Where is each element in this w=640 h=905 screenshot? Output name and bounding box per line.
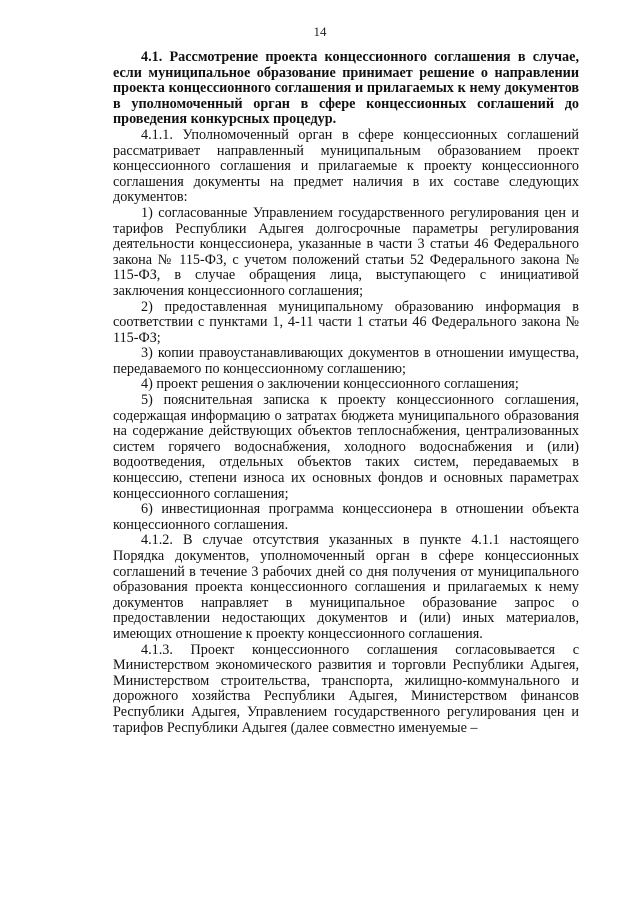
list-item-2: 2) предоставленная муниципальному образованию информация в соответствии с пунктами 1, 4-11 части 1 статьи 46 Федерального закона № 115-ФЗ;	[113, 298, 579, 346]
list-item-3: 3) копии правоустанавливающих документов в отношении имущества, передаваемого по концессионному соглашению;	[113, 345, 579, 377]
paragraph-4-1-3: 4.1.3. Проект концессионного соглашения согласовывается с Министерством экономического развития и торговли Республики Адыгея, Министерством строительства, транспорта, жилищно-коммунального и дорожного хозяйства Республики Адыгея, Министерством финансов Республики Адыгея, Управлением государственного регулирования цен и тарифов Республики Адыгея (далее совместно именуемые –	[113, 641, 579, 736]
paragraph-4-1-1: 4.1.1. Уполномоченный орган в сфере концессионных соглашений рассматривает направленный муниципальным образованием проект концессионного соглашения и прилагаемые к проекту концессионного соглашения документы на предмет наличия в их составе следующих документов:	[113, 126, 579, 206]
paragraph-4-1-2: 4.1.2. В случае отсутствия указанных в пункте 4.1.1 настоящего Порядка документов, уполномоченный орган в сфере концессионных соглашений в течение 3 рабочих дней со дня получения от муниципального образования проекта концессионного соглашения и прилагаемых к нему документов направляет в муниципальное образование запрос о предоставлении недостающих документов и (или) иных материалов, имеющих отношение к проекту концессионного соглашения.	[113, 532, 579, 642]
document-body	[113, 50, 579, 736]
list-item-5: 5) пояснительная записка к проекту концессионного соглашения, содержащая информацию о затратах бюджета муниципального образования на содержание действующих объектов теплоснабжения, централизованных систем горячего водоснабжения, холодного водоснабжения и (или) водоотведения, отдельных объектов таких систем, передаваемых в концессию, степени износа их основных фондов и основных параметрах концессионного соглашения;	[113, 392, 579, 502]
section-heading: 4.1. Рассмотрение проекта концессионного соглашения в случае, если муниципальное образование принимает решение о направлении проекта концессионного соглашения и прилагаемых к нему документов в уполномоченный орган в сфере концессионных соглашений до проведения конкурсных процедур.	[113, 49, 579, 128]
list-item-6: 6) инвестиционная программа концессионера в отношении объекта концессионного соглашения.	[113, 501, 579, 533]
list-item-4: 4) проект решения о заключении концессионного соглашения;	[141, 376, 519, 393]
list-item-1: 1) согласованные Управлением государственного регулирования цен и тарифов Республики Адыгея долгосрочные параметры регулирования деятельности концессионера, указанные в части 3 статьи 46 Федерального закона № 115-ФЗ, с учетом положений статьи 52 Федерального закона № 115-ФЗ, в случае обращения лица, выступающего с инициативой заключения концессионного соглашения;	[113, 204, 579, 299]
page-number: 14	[313, 24, 327, 39]
